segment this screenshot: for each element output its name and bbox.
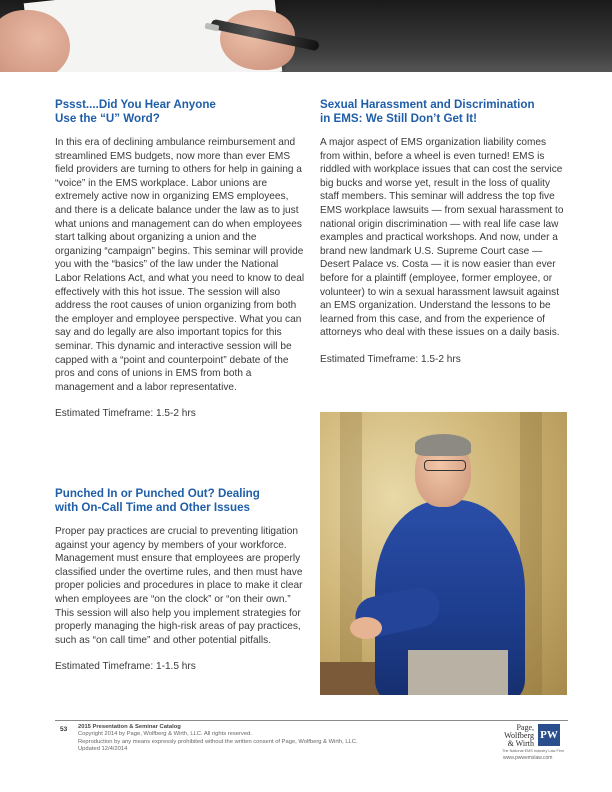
section-title-line2: Use the “U” Word? [55,112,160,125]
logo-line2: Wolfberg [504,731,534,740]
left-column-section2 [55,487,305,674]
section-title-line1: Punched In or Punched Out? Dealing [55,487,260,500]
logo-url[interactable]: www.pwwemslaw.com [503,755,553,761]
speaker-photo [320,412,567,695]
logo-tagline: The National EMS Industry Law Firm [502,749,565,753]
section-timeframe-oncall: Estimated Timeframe: 1-1.5 hrs [55,661,196,673]
updated-line: Updated 12/4/2014 [78,746,128,753]
section-body-harassment: A major aspect of EMS organization liability comes from within, before a wheel is even turned! EMS is riddled with workplace issues that can cost the service big bucks and worse yet, result in the loss of quality staff members. This seminar will address the top five EMS workplace lawsuits — from sexual harassment to national origin discrimination — with real life case law examples and practical workshops. And now, under a brand new landmark U.S. Supreme Court case — Desert Palace vs. Costa — it is now easier than ever before for a plaintiff (employee, former employee, or volunteer) to win a sexual harassment lawsuit against an EMS organization. Understand the lessons to be learned from this case, and from the experience of attorneys who deal with these issues on a daily basis. [320,137,564,339]
footer-divider [55,720,568,721]
section-title-line2: with On-Call Time and Other Issues [55,501,250,514]
speaker-glasses [424,460,466,471]
copyright-line: Copyright 2014 by Page, Wolfberg & Wirth, LLC. All rights reserved. [78,731,252,738]
firm-logo [498,722,573,762]
speaker-hand [350,617,382,639]
section-timeframe-union: Estimated Timeframe: 1.5-2 hrs [55,408,196,420]
page-number: 53 [60,726,68,733]
catalog-title: 2015 Presentation & Seminar Catalog [78,724,181,730]
section-body-oncall: Proper pay practices are crucial to preventing litigation against your agency by members of your workforce. Management must ensure that employees are properly classified under the overtime rules, and then must have proper policies and procedures in place to make it clear when employees are “on the clock” or “on their own.” This session will also help you implement strategies for properly managing the high-risk areas of pay practices, such as “on call time” and other potential pitfalls. [55,526,303,646]
header-photo [0,0,612,72]
footer-text [78,724,408,754]
speaker-pants [408,650,508,695]
section-title-harassment [320,98,568,126]
section-title-oncall [55,487,305,515]
speaker-hair [415,434,471,456]
section-title-line1: Sexual Harassment and Discrimination [320,98,535,111]
left-column-section1 [55,98,305,421]
section-title-line2: in EMS: We Still Don’t Get It! [320,112,477,125]
section-body-union: In this era of declining ambulance reimbursement and streamlined EMS budgets, now more than ever EMS field providers are turning to others for help in gaining a “voice” in the EMS workplace. Labor unions are extremely active now in organizing EMS employees, and there is a delicate balance under the law as to just what unions and management can do when employees start talking about organizing a union and the organizing “campaign” begins. This seminar will provide you with the “basics” of the law under the National Labor Relations Act, and what you need to know to deal effectively with this hot issue. The session will also address the root causes of union organizing from both the employer and employee perspective. What you can say and do legally are also important topics for this seminar. This dynamic and interactive session will be capped with a “point and counterpoint” debate of the pros and cons of unions in EMS from both a management and a labor representative. [55,137,305,393]
section-title-line1: Pssst....Did You Hear Anyone [55,98,216,111]
logo-line3: & Wirth [507,739,534,748]
section-timeframe-harassment: Estimated Timeframe: 1.5-2 hrs [320,353,461,365]
reproduction-line: Reproduction by any means expressly prohibited without the written consent of Page, Wolfberg & Wirth, LLC. [78,738,358,745]
logo-mark-icon: PW [538,724,560,746]
right-column-section1 [320,98,568,367]
wall-pillar [340,412,362,695]
logo-line1: Page, [516,723,534,732]
section-title-union [55,98,305,126]
